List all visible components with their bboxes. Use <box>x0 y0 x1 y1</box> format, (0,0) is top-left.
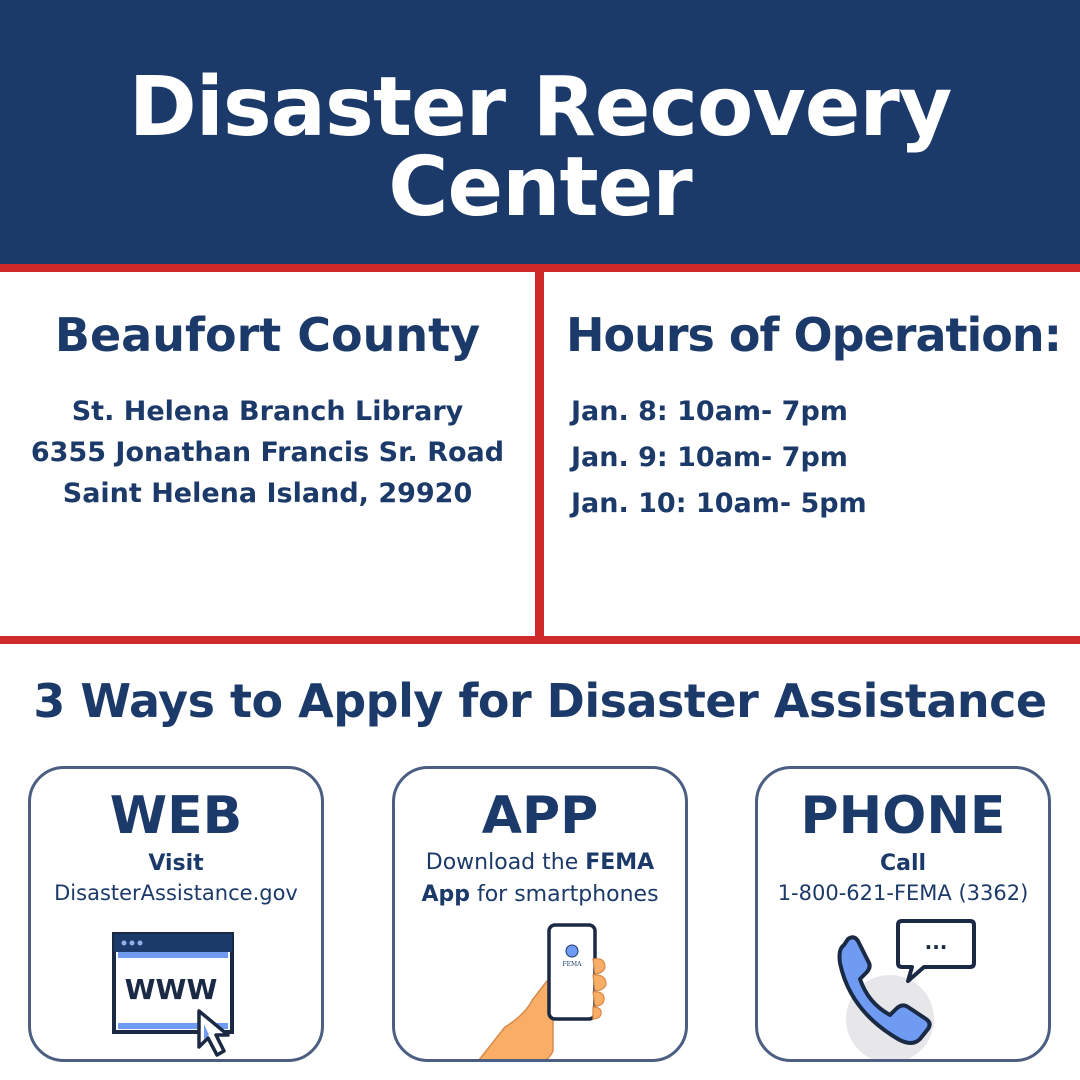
phone-card-call-label: Call <box>879 851 927 876</box>
app-card <box>392 766 688 1062</box>
ways-to-apply-heading: 3 Ways to Apply for Disaster Assistance <box>33 674 1047 728</box>
page-title-line2: Center <box>388 140 692 235</box>
address-line-3: Saint Helena Island, 29920 <box>62 478 473 509</box>
hours-section <box>544 272 1080 636</box>
address-line-1: St. Helena Branch Library <box>71 396 464 427</box>
app-card-line-1: Download the FEMA <box>425 850 655 875</box>
fema-screen-label: FEMA <box>562 961 582 968</box>
hours-row: Jan. 10: 10am- 5pm <box>571 488 867 519</box>
app-card-heading: APP <box>481 786 599 846</box>
phone-handset-icon <box>832 915 982 1062</box>
address-line-2: 6355 Jonathan Francis Sr. Road <box>30 437 505 468</box>
browser-www-text: WWW <box>124 973 218 1006</box>
smartphone-in-hand-icon <box>465 919 615 1062</box>
web-card-heading: WEB <box>109 786 243 846</box>
header-banner <box>0 0 1080 264</box>
bottom-red-divider <box>0 636 1080 644</box>
phone-card-heading: PHONE <box>800 786 1006 846</box>
hours-row: Jan. 9: 10am- 7pm <box>571 442 848 473</box>
county-heading: Beaufort County <box>54 308 481 362</box>
speech-bubble-ellipsis: ... <box>924 930 948 954</box>
phone-card <box>755 766 1051 1062</box>
hours-row: Jan. 8: 10am- 7pm <box>571 396 848 427</box>
page-title-line1: Disaster Recovery <box>128 60 952 155</box>
phone-card-number[interactable]: 1-800-621-FEMA (3362) <box>777 881 1029 905</box>
web-card <box>28 766 324 1062</box>
web-card-url[interactable]: DisasterAssistance.gov <box>54 881 298 905</box>
vertical-red-divider <box>535 264 544 644</box>
hours-heading: Hours of Operation: <box>566 308 1062 362</box>
browser-window-icon <box>109 929 249 1059</box>
app-card-line-2: App for smartphones <box>421 882 659 907</box>
web-card-visit-label: Visit <box>148 851 204 876</box>
location-section <box>0 272 535 636</box>
